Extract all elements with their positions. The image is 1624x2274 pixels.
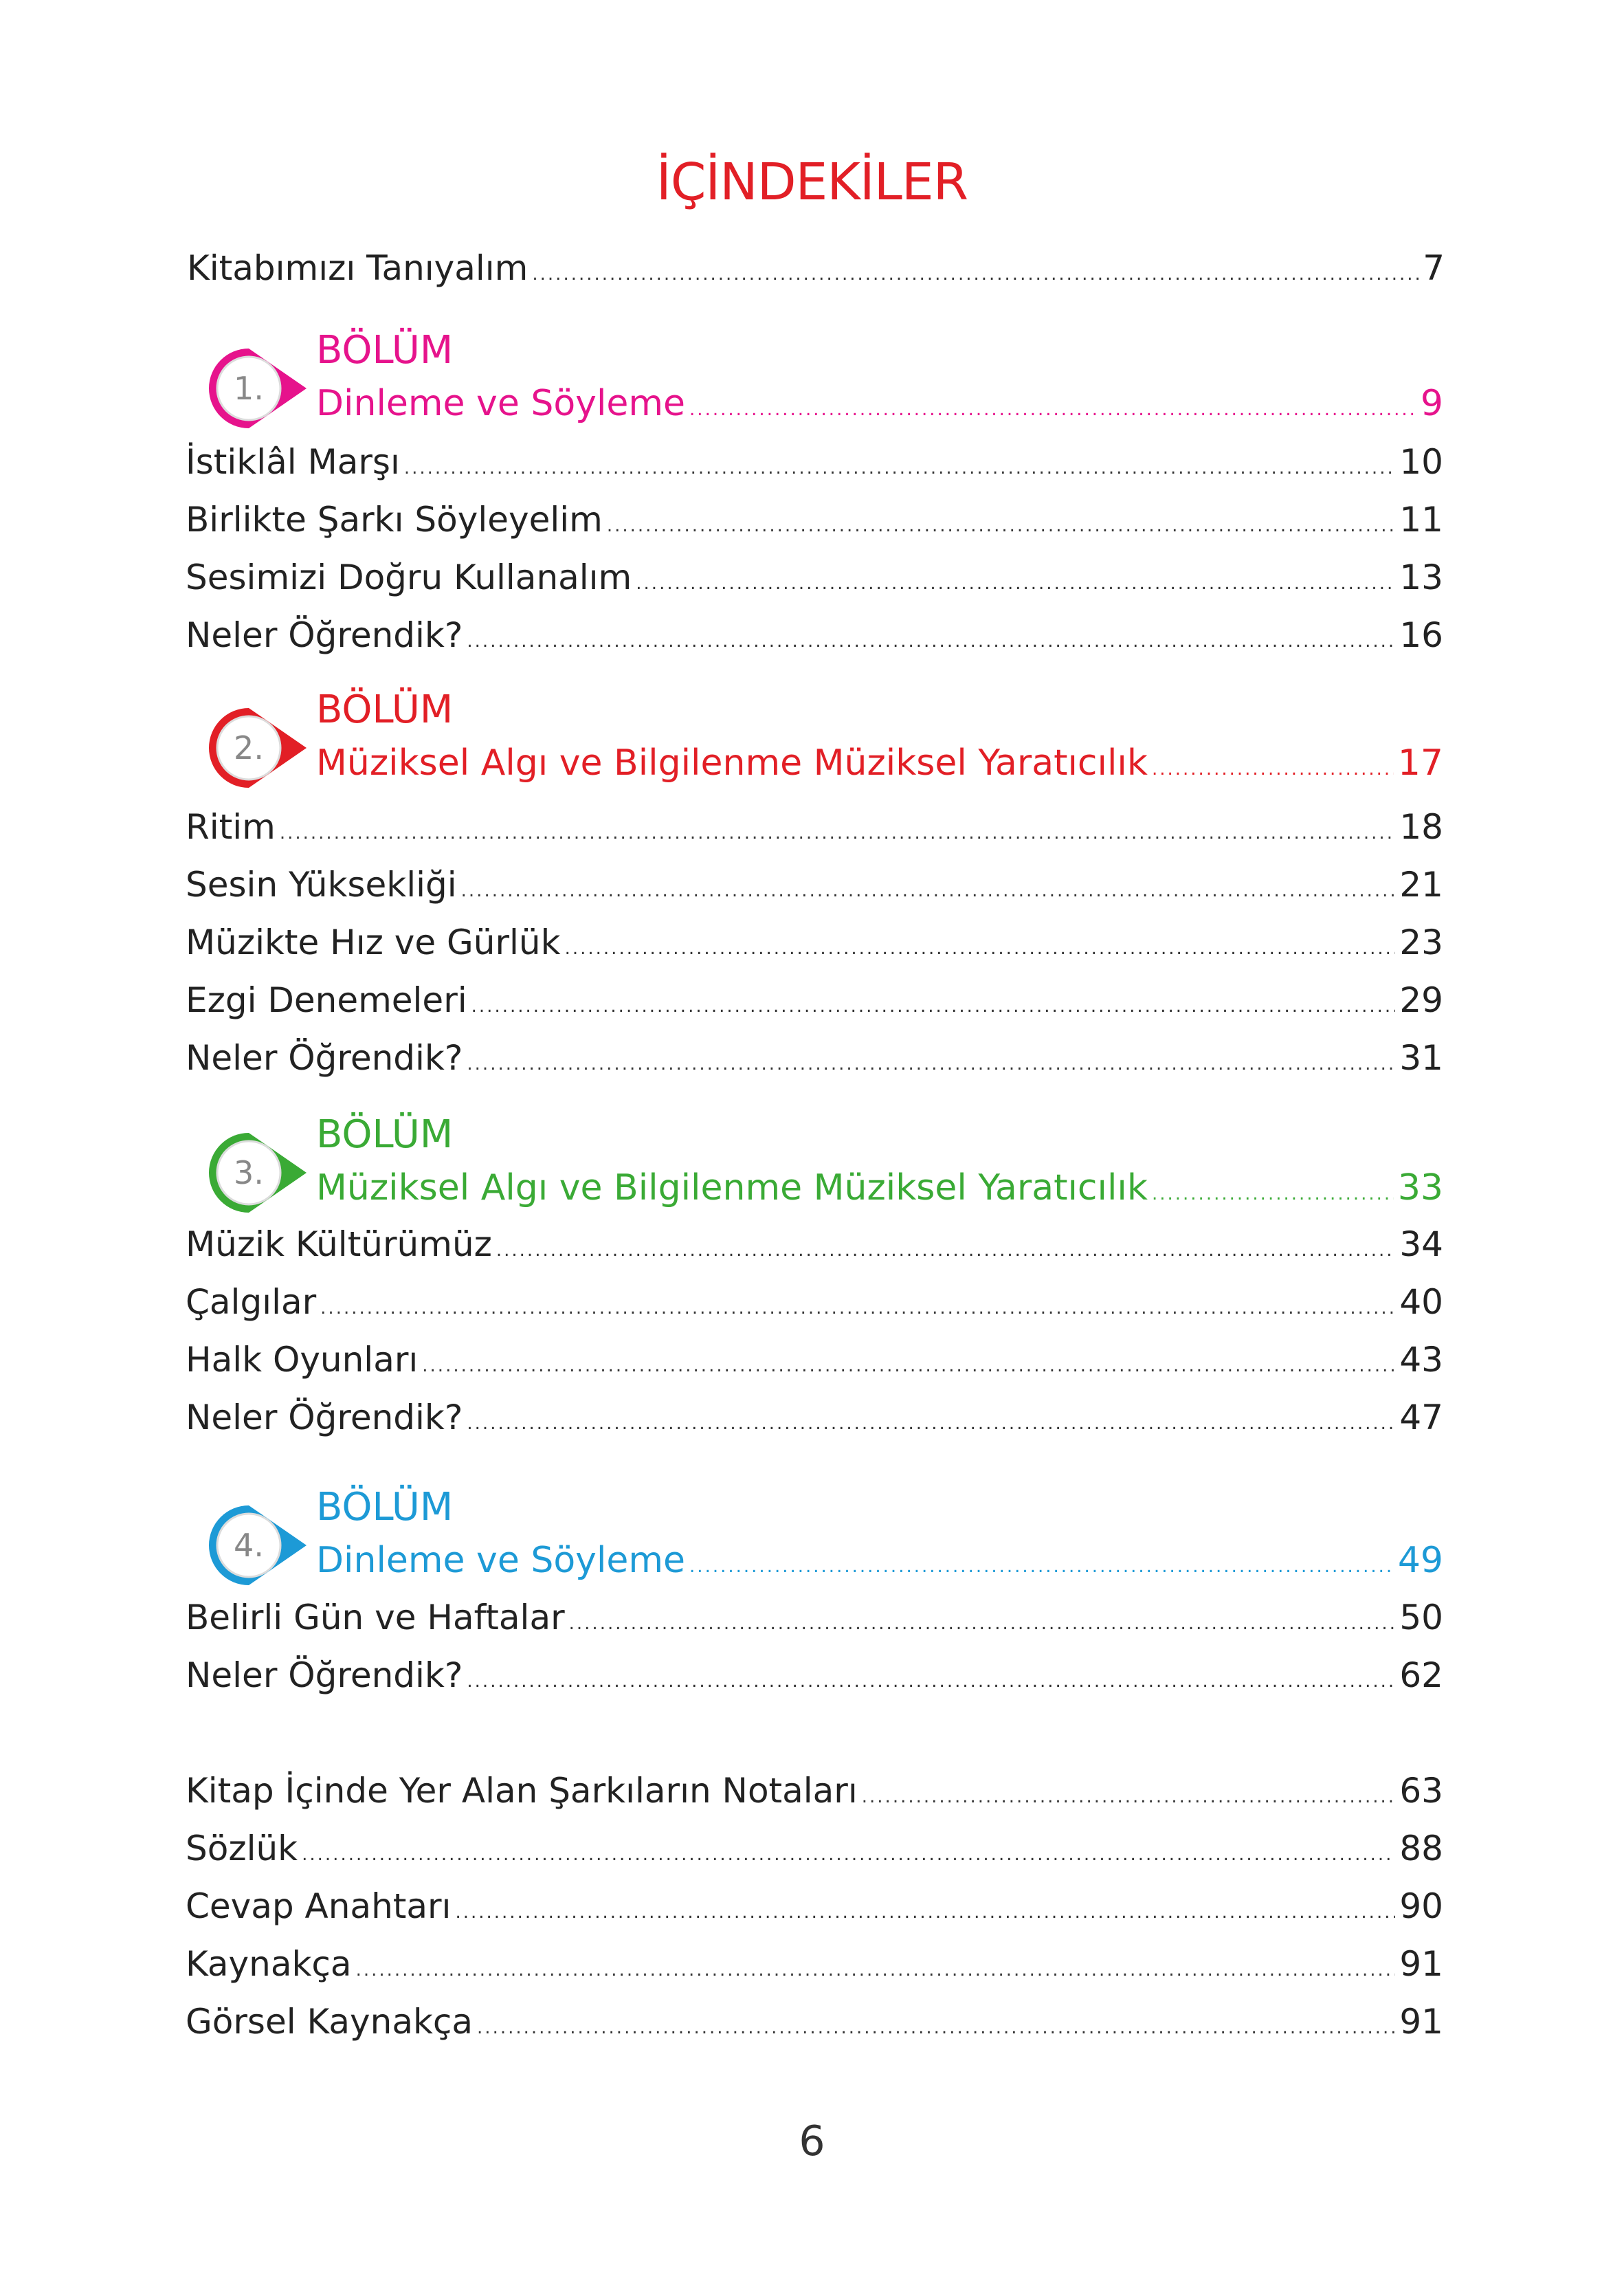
dot-leader bbox=[455, 1885, 1395, 1940]
toc-page: 50 bbox=[1399, 1598, 1443, 1637]
toc-label: Kitap İçinde Yer Alan Şarkıların Notaları bbox=[186, 1771, 858, 1811]
toc-line-appendix[interactable] bbox=[186, 1936, 1443, 1991]
toc-page: 43 bbox=[1399, 1340, 1443, 1380]
section-name: Müziksel Algı ve Bilgilenme Müziksel Yaratıcılık bbox=[316, 1167, 1148, 1208]
toc-page: 18 bbox=[1399, 807, 1443, 847]
section-name: Dinleme ve Söyleme bbox=[316, 1540, 686, 1581]
toc-line[interactable] bbox=[186, 1332, 1443, 1387]
section-page: 9 bbox=[1420, 383, 1443, 424]
dot-leader bbox=[477, 2000, 1395, 2055]
toc-line[interactable] bbox=[186, 608, 1443, 663]
toc-label: Neler Öğrendik? bbox=[186, 1398, 463, 1437]
toc-label: Neler Öğrendik? bbox=[186, 1655, 463, 1695]
dot-leader bbox=[461, 863, 1396, 918]
toc-page: 7 bbox=[1423, 248, 1445, 288]
section-heading: BÖLÜM bbox=[316, 1112, 454, 1157]
toc-label: Birlikte Şarkı Söyleyelim bbox=[186, 500, 603, 540]
toc-line[interactable] bbox=[186, 1590, 1443, 1645]
dot-leader bbox=[1152, 1167, 1394, 1222]
toc-page: 91 bbox=[1399, 2002, 1443, 2042]
dot-leader bbox=[496, 1223, 1396, 1278]
dot-leader bbox=[467, 1654, 1395, 1709]
toc-line[interactable] bbox=[186, 1648, 1443, 1703]
toc-line-appendix[interactable] bbox=[186, 1994, 1443, 2049]
section-page: 33 bbox=[1397, 1167, 1443, 1208]
toc-page: 29 bbox=[1399, 980, 1443, 1020]
toc-label: Müzikte Hız ve Gürlük bbox=[186, 923, 561, 962]
section-name: Müziksel Algı ve Bilgilenme Müziksel Yaratıcılık bbox=[316, 742, 1148, 784]
dot-leader bbox=[689, 1539, 1394, 1594]
section-heading: BÖLÜM bbox=[316, 328, 454, 373]
toc-page: 11 bbox=[1399, 500, 1443, 540]
dot-leader bbox=[569, 1596, 1396, 1651]
section-title-line bbox=[316, 736, 1443, 791]
toc-line-appendix[interactable] bbox=[186, 1763, 1443, 1818]
section-heading: BÖLÜM bbox=[316, 1485, 454, 1530]
section-2-header[interactable] bbox=[206, 686, 1443, 817]
toc-label: İstiklâl Marşı bbox=[186, 442, 400, 482]
section-badge-icon bbox=[206, 705, 291, 791]
toc-label: Kitabımızı Tanıyalım bbox=[187, 248, 529, 288]
dot-leader bbox=[565, 921, 1396, 976]
dot-leader bbox=[862, 1769, 1396, 1824]
section-page: 49 bbox=[1397, 1540, 1443, 1581]
dot-leader bbox=[636, 556, 1395, 611]
toc-line[interactable] bbox=[186, 550, 1443, 605]
section-number: 3. bbox=[234, 1154, 264, 1191]
toc-line[interactable] bbox=[186, 857, 1443, 912]
section-number: 2. bbox=[234, 729, 264, 766]
toc-label: Kaynakça bbox=[186, 1944, 352, 1984]
section-title-line bbox=[316, 1533, 1443, 1588]
section-badge-icon bbox=[206, 346, 291, 431]
toc-line-intro[interactable] bbox=[187, 241, 1445, 296]
toc-line[interactable] bbox=[186, 915, 1443, 970]
toc-label: Halk Oyunları bbox=[186, 1340, 419, 1380]
toc-page: 62 bbox=[1399, 1655, 1443, 1695]
section-name: Dinleme ve Söyleme bbox=[316, 383, 686, 424]
dot-leader bbox=[404, 441, 1396, 496]
toc-page: 34 bbox=[1399, 1224, 1443, 1264]
dot-leader bbox=[607, 498, 1396, 553]
section-number: 4. bbox=[234, 1527, 264, 1564]
section-number: 1. bbox=[234, 370, 264, 407]
toc-label: Görsel Kaynakça bbox=[186, 2002, 474, 2042]
toc-label: Neler Öğrendik? bbox=[186, 1038, 463, 1078]
toc-page: 13 bbox=[1399, 558, 1443, 597]
dot-leader bbox=[320, 1281, 1395, 1336]
toc-page: 16 bbox=[1399, 615, 1443, 655]
section-title-line bbox=[316, 1160, 1443, 1215]
page-title: İÇİNDEKİLER bbox=[656, 153, 968, 212]
toc-page: 10 bbox=[1399, 442, 1443, 482]
toc-page: 40 bbox=[1399, 1282, 1443, 1322]
dot-leader bbox=[1152, 742, 1394, 797]
toc-label: Belirli Gün ve Haftalar bbox=[186, 1598, 565, 1637]
toc-page: 88 bbox=[1399, 1829, 1443, 1868]
toc-label: Müzik Kültürümüz bbox=[186, 1224, 492, 1264]
toc-page: 47 bbox=[1399, 1398, 1443, 1437]
toc-label: Sesin Yüksekliği bbox=[186, 865, 457, 905]
section-badge-icon bbox=[206, 1130, 291, 1215]
dot-leader bbox=[302, 1827, 1395, 1882]
section-title-line bbox=[316, 376, 1443, 431]
dot-leader bbox=[356, 1943, 1396, 1998]
toc-label: Sesimizi Doğru Kullanalım bbox=[186, 558, 632, 597]
toc-label: Çalgılar bbox=[186, 1282, 317, 1322]
page-number: 6 bbox=[799, 2117, 825, 2165]
dot-leader bbox=[532, 247, 1419, 302]
toc-page: 23 bbox=[1399, 923, 1443, 962]
toc-line[interactable] bbox=[186, 799, 1443, 854]
toc-label: Sözlük bbox=[186, 1829, 298, 1868]
toc-page: 63 bbox=[1399, 1771, 1443, 1811]
toc-line-appendix[interactable] bbox=[186, 1879, 1443, 1934]
toc-line[interactable] bbox=[186, 434, 1443, 489]
toc-label: Ezgi Denemeleri bbox=[186, 980, 467, 1020]
dot-leader bbox=[422, 1338, 1395, 1393]
toc-page: 91 bbox=[1399, 1944, 1443, 1984]
toc-label: Cevap Anahtarı bbox=[186, 1886, 452, 1926]
toc-line[interactable] bbox=[186, 973, 1443, 1028]
toc-line[interactable] bbox=[186, 1030, 1443, 1085]
toc-line[interactable] bbox=[186, 1274, 1443, 1329]
toc-page: 90 bbox=[1399, 1886, 1443, 1926]
toc-line[interactable] bbox=[186, 492, 1443, 547]
dot-leader bbox=[467, 1037, 1395, 1092]
toc-page: 31 bbox=[1399, 1038, 1443, 1078]
section-heading: BÖLÜM bbox=[316, 687, 454, 732]
dot-leader bbox=[689, 382, 1416, 437]
section-badge-icon bbox=[206, 1503, 291, 1588]
dot-leader bbox=[280, 806, 1396, 861]
toc-line[interactable] bbox=[186, 1217, 1443, 1272]
toc-label: Ritim bbox=[186, 807, 276, 847]
dot-leader bbox=[471, 979, 1396, 1034]
toc-line[interactable] bbox=[186, 1390, 1443, 1445]
dot-leader bbox=[467, 1396, 1395, 1451]
toc-label: Neler Öğrendik? bbox=[186, 615, 463, 655]
section-page: 17 bbox=[1397, 742, 1443, 784]
toc-page: 21 bbox=[1399, 865, 1443, 905]
toc-line-appendix[interactable] bbox=[186, 1821, 1443, 1876]
dot-leader bbox=[467, 614, 1395, 669]
